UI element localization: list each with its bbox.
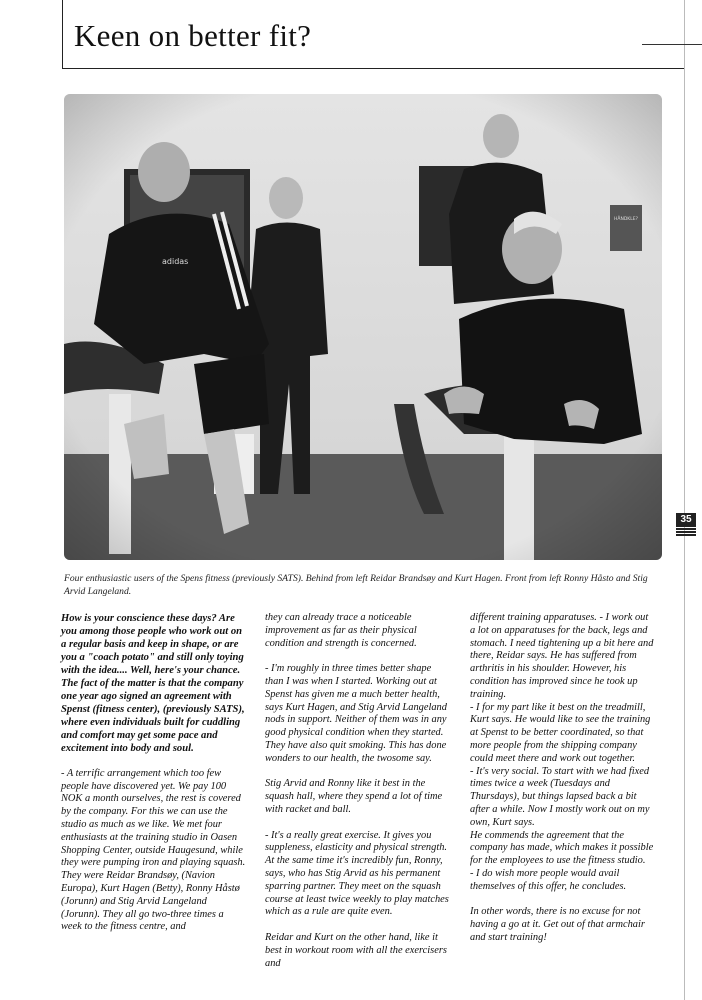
header-right-rule xyxy=(642,44,702,45)
page-number: 35 xyxy=(676,513,696,527)
margin-line xyxy=(62,0,63,68)
photo-caption: Four enthusiastic users of the Spens fitness (previously SATS). Behind from left Reidar Brandsøy and Kurt Hagen. Front from left Ronny Håsto and Stig Arvid Langeland. xyxy=(64,573,648,597)
body-paragraph: - I'm roughly in three times better shape than I was when I started. Working out at Spenst has given me a much better health, says Kurt Hagen, and Stig Arvid Langeland nods in support. Neither of them was in any good physical condition when they started. They have also quit smoking. This has done wonders to our health, the twosome say. xyxy=(265,663,447,764)
body-paragraph: - It's a really great exercise. It gives you suppleness, elasticity and physical strength. At the same time it's incredibly fun, Ronny, says, who has Stig Arvid as his permanent sparring partner. They meet on the squash course at least twice weekly to play matches which as a rule are quite even. xyxy=(265,829,449,918)
lead-paragraph: How is your conscience these days? Are you among those people who work out on a regular basis and keep in shape, or are you a "coach potato" and still only toying with the idea.... Well, here's your chance. The fact of the matter is that the company one year ago signed an agreement with Spenst (fitness center), (previously SATS), where even individuals built for cuddling and comfort may get some pace and excitement into body and soul. xyxy=(61,613,245,754)
page-edge-line xyxy=(684,0,685,1000)
text-column-3 xyxy=(470,612,656,958)
text-column-1 xyxy=(61,612,247,947)
body-paragraph: - A terrific arrangement which too few people have discovered yet. We pay 100 NOK a month ourselves, the rest is covered by the company. For this we can use the studio as much as we like. We met four enthusiasts at the training studio in Oasen Shopping Center, outside Haugesund, while they were pumping iron and playing squash. They were Reidar Brandsøy, (Navion Europa), Kurt Hagen (Betty), Ronny Håstø (Jorunn) and Stig Arvid Langeland (Jorunn). They all go two-three times a week to the fitness centre, and xyxy=(61,767,246,933)
body-paragraph: - It's very social. To start with we had fixed times twice a week (Tuesdays and Thursdays), but things lapsed back a bit after a while. Now I mostly work out on my own, Kurt says. xyxy=(470,765,650,828)
body-paragraph: He commends the agreement that the company has made, which makes it possible for the employees to use the fitness studio. xyxy=(470,829,654,867)
article-photo xyxy=(64,94,662,560)
body-paragraph: Reidar and Kurt on the other hand, like it best in workout room with all the exercisers and xyxy=(265,931,447,969)
text-column-2 xyxy=(265,612,451,983)
header-rule xyxy=(62,68,684,69)
body-paragraph: they can already trace a noticeable improvement as far as their physical condition and strength is concerned. xyxy=(265,612,417,649)
article-title: Keen on better fit? xyxy=(74,18,312,53)
body-paragraph: - I do wish more people would avail themselves of this offer, he concludes. xyxy=(470,867,627,892)
body-paragraph: - I for my part like it best on the treadmill, Kurt says. He would like to see the training at Spenst to be better coordinated, so that more people from the shipping company could meet there and work out together. xyxy=(470,701,651,764)
gym-photo-illustration xyxy=(64,94,662,560)
body-paragraph: Stig Arvid and Ronny like it best in the squash hall, where they spend a lot of time with racket and ball. xyxy=(265,778,443,815)
page-number-stripes xyxy=(676,528,696,538)
body-paragraph: In other words, there is no excuse for not having a go at it. Get out of that armchair and start training! xyxy=(470,906,645,943)
body-paragraph: different training apparatuses. - I work out a lot on apparatuses for the back, legs and stomach. I need tightening up a bit here and there, Reidar says. He has suffered from arthritis in his shoulder. However, his condition has improved since he took up training. xyxy=(470,612,654,700)
